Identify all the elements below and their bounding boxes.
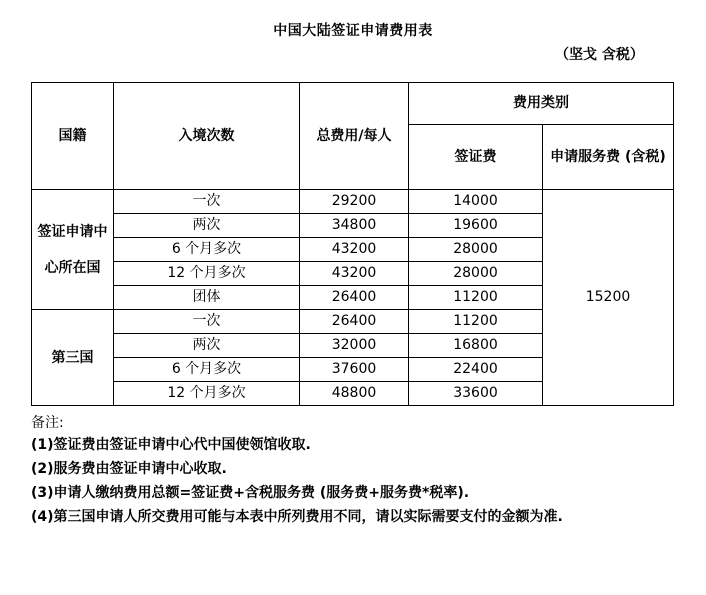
note-line: (3)申请人缴纳费用总额=签证费+含税服务费 (服务费+服务费*税率).	[31, 485, 470, 501]
total-cell: 43200	[300, 262, 409, 286]
total-cell: 37600	[300, 358, 409, 382]
header-total: 总费用/每人	[300, 83, 409, 190]
table-row	[32, 190, 674, 214]
entries-cell: 两次	[114, 334, 300, 358]
visa-fee-cell: 16800	[409, 334, 543, 358]
notes-label: 备注:	[31, 415, 64, 431]
entries-cell: 6 个月多次	[114, 358, 300, 382]
visa-fee-cell: 28000	[409, 238, 543, 262]
visa-fee-cell: 33600	[409, 382, 543, 406]
notes-section	[31, 413, 691, 529]
note-line: (1)签证费由签证申请中心代中国使领馆收取.	[31, 437, 311, 453]
nationality-group-label: 第三国	[32, 310, 114, 406]
entries-cell: 一次	[114, 190, 300, 214]
note-line: (2)服务费由签证申请中心收取.	[31, 461, 227, 477]
entries-cell: 团体	[114, 286, 300, 310]
header-fee-category: 费用类别	[409, 83, 674, 125]
visa-fee-cell: 28000	[409, 262, 543, 286]
header-nationality: 国籍	[32, 83, 114, 190]
header-entries: 入境次数	[114, 83, 300, 190]
service-fee-cell: 15200	[543, 190, 674, 406]
entries-cell: 12 个月多次	[114, 382, 300, 406]
total-cell: 26400	[300, 286, 409, 310]
total-cell: 34800	[300, 214, 409, 238]
header-visa-fee: 签证费	[409, 125, 543, 190]
total-cell: 43200	[300, 238, 409, 262]
visa-fee-table	[31, 82, 674, 406]
visa-fee-cell: 11200	[409, 286, 543, 310]
visa-fee-cell: 11200	[409, 310, 543, 334]
total-cell: 29200	[300, 190, 409, 214]
entries-cell: 6 个月多次	[114, 238, 300, 262]
nationality-group-label: 签证申请中心所在国	[32, 190, 114, 310]
visa-fee-cell: 22400	[409, 358, 543, 382]
visa-fee-cell: 14000	[409, 190, 543, 214]
currency-note: （坚戈 含税）	[555, 47, 644, 63]
note-line: (4)第三国申请人所交费用可能与本表中所列费用不同，请以实际需要支付的金额为准.	[31, 509, 563, 525]
total-cell: 26400	[300, 310, 409, 334]
entries-cell: 12 个月多次	[114, 262, 300, 286]
total-cell: 48800	[300, 382, 409, 406]
page-title: 中国大陆签证申请费用表	[273, 23, 433, 39]
visa-fee-cell: 19600	[409, 214, 543, 238]
header-service-fee: 申请服务费 (含税)	[543, 125, 674, 190]
entries-cell: 两次	[114, 214, 300, 238]
entries-cell: 一次	[114, 310, 300, 334]
total-cell: 32000	[300, 334, 409, 358]
